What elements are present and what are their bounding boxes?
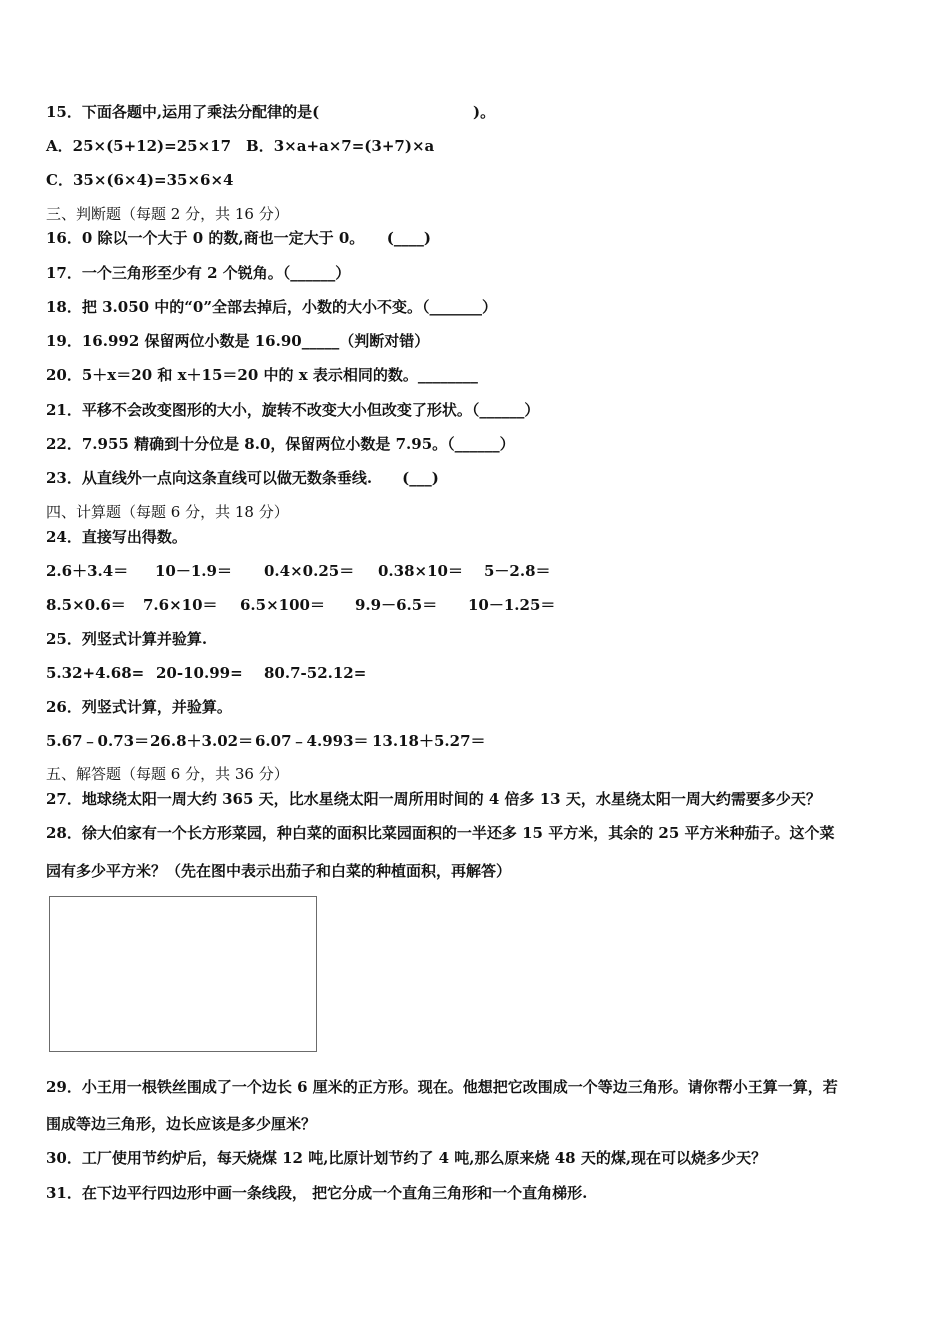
q24-expr: 10－1.9＝ — [155, 562, 232, 580]
q24-expr: 0.4×0.25＝ — [264, 562, 355, 580]
section-4-title: 四、计算题（每题 6 分，共 18 分） — [46, 503, 289, 521]
q16: 16．0 除以一个大于 0 的数,商也一定大于 0。 (____) — [46, 229, 431, 247]
q24-expr: 9.9－6.5＝ — [355, 596, 438, 614]
q26-expr: 6.07﹣4.993＝ — [255, 732, 369, 750]
q25-expr: 20-10.99= — [156, 664, 243, 682]
q25: 25．列竖式计算并验算. — [46, 630, 208, 648]
q24-expr: 2.6＋3.4＝ — [46, 562, 129, 580]
q26: 26．列竖式计算，并验算。 — [46, 698, 232, 716]
q17: 17．一个三角形至少有 2 个锐角。（______） — [46, 264, 351, 282]
section-5-title: 五、解答题（每题 6 分，共 36 分） — [46, 765, 289, 783]
q25-expr: 80.7-52.12= — [264, 664, 367, 682]
q26-expr: 26.8＋3.02＝ — [150, 732, 254, 750]
q24: 24．直接写出得数。 — [46, 528, 187, 546]
q24-expr: 6.5×100＝ — [240, 596, 325, 614]
q19: 19．16.992 保留两位小数是 16.90_____（判断对错） — [46, 332, 430, 350]
q15-option-c: C．35×(6×4)=35×6×4 — [46, 171, 234, 189]
q24-expr: 5－2.8＝ — [484, 562, 551, 580]
vegetable-garden-rectangle — [49, 896, 317, 1052]
q26-expr: 13.18＋5.27＝ — [372, 732, 486, 750]
q24-expr: 0.38×10＝ — [378, 562, 463, 580]
q20: 20．5＋x＝20 和 x＋15＝20 中的 x 表示相同的数。________ — [46, 366, 478, 384]
q25-expr: 5.32+4.68= — [46, 664, 145, 682]
q30: 30．工厂使用节约炉后，每天烧煤 12 吨,比原计划节约了 4 吨,那么原来烧 48 天的煤,现在可以烧多少天？ — [46, 1149, 767, 1167]
q28-line-1: 28．徐大伯家有一个长方形菜园，种白菜的面积比菜园面积的一半还多 15 平方米，其余的 25 平方米种茄子。这个菜 — [46, 824, 835, 842]
q24-expr: 10－1.25＝ — [468, 596, 556, 614]
q22: 22．7.955 精确到十分位是 8.0，保留两位小数是 7.95。（______） — [46, 435, 515, 453]
q24-expr: 7.6×10＝ — [143, 596, 218, 614]
q29-line-1: 29．小王用一根铁丝围成了一个边长 6 厘米的正方形。现在。他想把它改围成一个等边三角形。请你帮小王算一算，若 — [46, 1078, 838, 1096]
q18: 18．把 3.050 中的“0”全部去掉后，小数的大小不变。（_______） — [46, 298, 497, 316]
q15-stem: 15．下面各题中,运用了乘法分配律的是( — [46, 103, 320, 121]
q28-line-2: 园有多少平方米？（先在图中表示出茄子和白菜的种植面积，再解答） — [46, 862, 512, 880]
q21: 21．平移不会改变图形的大小，旋转不改变大小但改变了形状。（______） — [46, 401, 540, 419]
q27: 27．地球绕太阳一周大约 365 天，比水星绕太阳一周所用时间的 4 倍多 13 天，水星绕太阳一周大约需要多少天？ — [46, 790, 821, 808]
q26-expr: 5.67﹣0.73＝ — [46, 732, 150, 750]
section-3-title: 三、判断题（每题 2 分，共 16 分） — [46, 205, 289, 223]
q15-options-ab: A．25×(5+12)=25×17 B．3×a+a×7=(3+7)×a — [46, 137, 435, 155]
q23: 23．从直线外一点向这条直线可以做无数条垂线. (___) — [46, 469, 439, 487]
q24-expr: 8.5×0.6＝ — [46, 596, 126, 614]
q15-stem-end: )。 — [473, 103, 496, 121]
q29-line-2: 围成等边三角形，边长应该是多少厘米？ — [46, 1115, 317, 1133]
q31: 31．在下边平行四边形中画一条线段， 把它分成一个直角三角形和一个直角梯形. — [46, 1184, 588, 1202]
